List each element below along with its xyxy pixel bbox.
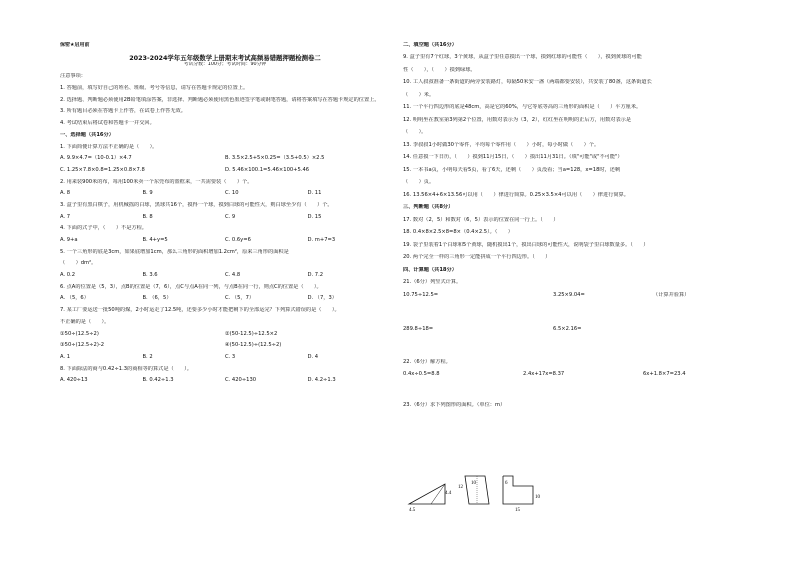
note-item: 4. 考试结束后将试卷和答题卡一并交回。 (60, 120, 155, 127)
equation: 6x+1.8×7=23.4 (643, 371, 686, 378)
calc-item: 10.75÷12.5= (403, 291, 439, 298)
question-12: 12. 明明坐在教室第3列第2个位置，用数对表示为（3，2），红红坐在明明的正后方，用数对表示是 (403, 116, 632, 123)
question-14: 14. 任意摸一下日历，（ ）摸到11月15日，（ ）摸出11月31日。（填"可能"或"不可能"） (403, 154, 623, 161)
option: B. 3.6 (142, 272, 158, 279)
question-4: 4. 下面的式子中，（ ）不是方程。 (60, 225, 147, 232)
section-fill: 二、填空题（共16分） (403, 42, 457, 48)
fig-label: 12 (458, 485, 463, 490)
question-7-cont: 不正确的是（ ）。 (60, 318, 110, 325)
option: C. 420÷130 (225, 377, 257, 384)
question-19: 19. 袋子里装着1个白球和5个黄球，随机摸出1个，摸出白球的可能性大，说明袋子里白球数量多。（ ） (403, 241, 649, 248)
option: B. 2 (142, 353, 153, 360)
question-18: 18. 0.4×8×2.5×8=8×（0.4×2.5）。（ ） (403, 229, 513, 236)
option: A. 420÷13 (60, 377, 88, 384)
option: A. 7 (60, 213, 71, 220)
q2-options (60, 190, 390, 196)
q1-option-d: D. 5.46×100.1=5.46×100+5.46 (225, 166, 310, 173)
note-item: 3. 所有题目必须在答题卡上作答，在试卷上作答无效。 (60, 108, 186, 115)
question-5-cont: （ ）dm²。 (60, 260, 97, 267)
fig-label: 4.5 (409, 508, 416, 512)
question-10: 10. 工人叔叔准备一条街道的两旁安装路灯，每隔50米安一盏（两端都要安装），共安装了80盏，这条街道长 (403, 79, 652, 86)
option: B. 9 (142, 190, 153, 197)
option: C. （5，7） (225, 295, 255, 302)
option: C. 0.6y=6 (225, 237, 251, 243)
exam-title: 2023-2024学年五年级数学上册期末考试高频易错题押题检测卷二 (129, 53, 321, 62)
left-column (60, 42, 390, 389)
option: D. 4.2÷1.3 (307, 377, 336, 384)
q21-row1 (403, 292, 738, 298)
option: A. 0.2 (60, 272, 76, 279)
question-2: 2. 用来装900米的布，每用100米卖一个东莞布的篮框来，一共需要装（ ）个。 (60, 178, 253, 185)
question-13: 13. 李叔叔1小时做30个零件，平均每个零件用（ ）小时，每小时做（ ）个。 (403, 141, 600, 148)
option: B. （6，5） (142, 295, 172, 302)
spacer (403, 384, 738, 396)
fig-label: 4.4 (445, 491, 452, 496)
expression: ②(50-12.5)÷12.5×2 (225, 330, 278, 337)
q1-option-c: C. 1.25×7.8×0.8=1.25×0.8×7.8 (60, 166, 145, 173)
question-23: 23.（6分）求下列图形的面积。（单位：m） (403, 401, 506, 408)
secret-label: 保密★启用前 (60, 42, 90, 48)
note-item: 2. 选择题、判断题必须使用2B铅笔填涂答案，非选择、判断题必须使用黑色墨迹签字笔或钢笔答题，请将答案填写在答题卡规定的位置上。 (60, 96, 380, 103)
question-5: 5. 一个三角形的底是3cm，如果底增加1cm，那么三角形的面积增加1.2cm²，原来三角形的面积是 (60, 248, 289, 255)
q6-options (60, 295, 390, 301)
option: C. 10 (225, 190, 239, 197)
fig-label: 10 (535, 495, 540, 500)
question-15: 15. 一本书a页，小明每天看5页，看了6天，还剩（ ）页没看；当a=128，x=18时，还剩 (403, 166, 621, 173)
question-16: 16. 13.56×4+6×13.56可以用（ ）律进行简算。0.25×3.5×4可以用（ ）律进行简算。 (403, 191, 629, 198)
question-17: 17. 数对（2，5）和数对（6，5）表示的位置在同一行上。（ ） (403, 216, 559, 223)
question-9: 9. 盒子里有7个红球，3个黄球，从盒子里任意摸出一个球，摸到红球的可能性（ ），摸到黄球的可能 (403, 54, 642, 61)
q7-expressions-row2 (60, 342, 390, 348)
equation: 0.4x÷0.5=8.8 (403, 371, 440, 378)
fig-label: 6 (505, 481, 508, 486)
option: D. 11 (307, 190, 322, 197)
exam-meta: 考试分数：100分；考试时间：90分钟 (183, 61, 267, 67)
option: A. （5，6） (60, 295, 89, 302)
calc-item: 6.5×2.16= (553, 326, 582, 333)
q22-row (403, 371, 738, 377)
expression: ③50÷(12.5÷2)-2 (60, 342, 105, 349)
question-11: 11. 一个平行四边形的底是48cm，高是它的60%，与它等底等高的三角形的面积是（ ）平方厘米。 (403, 104, 642, 111)
triangle-figure (409, 484, 452, 512)
question-9-cont: 性（ ），（ ）摸到绿球。 (403, 66, 476, 73)
question-12-cont: （ ）。 (403, 129, 427, 136)
question-22: 22.（6分）解方程。 (403, 358, 451, 365)
expression: ④(50-12.5)÷(12.5÷2) (225, 342, 282, 349)
section-calc: 四、计算题（共18分） (403, 266, 457, 273)
option: D. 4 (307, 353, 319, 360)
option: A. 1 (60, 353, 71, 360)
question-21: 21.（6分）列竖式计算。 (403, 279, 462, 286)
q7-expressions-row1 (60, 331, 390, 337)
calc-item: 289.8÷18= (403, 326, 434, 333)
calc-item: 3.25×9.04= (553, 291, 585, 298)
option: A. 8 (60, 190, 71, 197)
question-3: 3. 盒子里有黑白棋子，用机械摇的白球，黑球共16个，摸得一个球，摸到白球的可能性大，则白球至少有（ ）个。 (60, 201, 333, 208)
q8-options (60, 377, 390, 383)
option: B. 0.42÷1.3 (142, 377, 174, 384)
trapezoid-figure (458, 476, 489, 504)
question-10-cont: （ ）米。 (403, 91, 435, 98)
expression: ①50÷(12.5÷2) (60, 330, 99, 337)
q5-options (60, 272, 390, 278)
calc-note: （计算并验算） (653, 291, 690, 298)
note-item: 1. 答题前，填写好自己的姓名、班级、考号等信息，请写在答题卡规定的位置上。 (60, 85, 249, 92)
question-20: 20. 两个完全一样的三角形一定能拼成一个平行四边形。（ ） (403, 254, 551, 261)
option: B. 4+y=5 (142, 237, 168, 243)
section-judge: 三、判断题（共8分） (403, 204, 454, 211)
option: D. （7，3） (307, 295, 337, 302)
question-15-cont: （ ）页。 (403, 179, 435, 186)
fig-label: 10 (471, 481, 476, 486)
option: C. 9 (225, 213, 236, 220)
option: C. 4.8 (225, 272, 241, 279)
q1-options-row1 (60, 155, 390, 161)
notes-heading: 注意事项： (60, 73, 86, 80)
option: D. m+7=3 (307, 237, 336, 243)
option: B. 8 (142, 213, 153, 220)
option: D. 15 (307, 213, 322, 220)
area-figures (405, 470, 545, 512)
q4-options (60, 237, 390, 243)
q1-option-a: A. 9.9×4.7=（10-0.1）×4.7 (60, 155, 132, 162)
right-column (403, 42, 738, 414)
composite-figure (503, 476, 541, 512)
q21-row2 (403, 326, 738, 332)
question-7: 7. 某工厂要运送一批50吨的煤，2小时运走了12.5吨，还要多少小时才能把剩下的全部运完？下列算式错误的是（ ）。 (60, 307, 340, 314)
q3-options (60, 214, 390, 220)
fig-label: 15 (515, 508, 520, 512)
spacer (403, 304, 738, 320)
question-6: 6. 点A的位置是（5，3），点B的位置是（7，6），点C与点A在同一列，与点B在同一行，则点C的位置是（ ）。 (60, 283, 322, 290)
q1-option-b: B. 3.5×2.5+5×0.25=（3.5+0.5）×2.5 (225, 155, 325, 162)
section-choice: 一、选择题（共16分） (60, 131, 114, 138)
spacer (403, 339, 738, 353)
option: A. 9+a (60, 237, 78, 243)
option: C. 3 (225, 353, 236, 360)
question-1: 1. 下面简便计算方法不正确的是（ ）。 (60, 143, 158, 150)
equation: 2.4x+17x=8.37 (523, 371, 565, 378)
question-8: 8. 下面除法的商与0.42÷1.3的商相等的算式是（ ）。 (60, 365, 192, 372)
q7-options (60, 354, 390, 360)
q1-options-row2 (60, 167, 390, 173)
option: D. 7.2 (307, 272, 324, 279)
